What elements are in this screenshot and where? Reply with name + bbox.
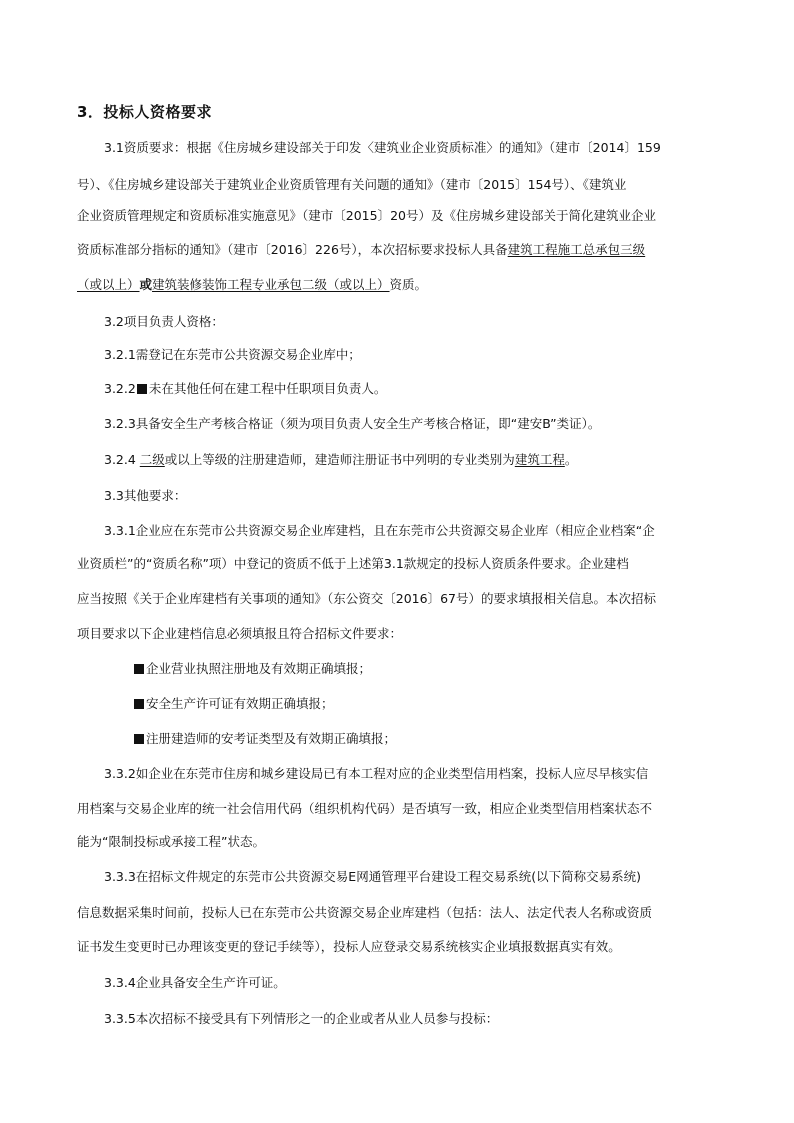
p321: 3.2.1需登记在东莞市公共资源交易企业库中； <box>104 347 361 362</box>
list-item-text: 安全生产许可证有效期正确填报； <box>146 696 334 711</box>
square-bullet-icon <box>137 384 147 394</box>
builder-grade: 二级 <box>139 452 165 467</box>
p324-end: 。 <box>564 452 578 467</box>
p331-line-2: 业资质栏”的“资质名称”项）中登记的资质不低于上述第3.1款规定的投标人资质条件要求。企业建档 <box>77 556 629 571</box>
p31-line-4 <box>77 242 645 258</box>
p31-line-2: 号）、《住房城乡建设部关于建筑业企业资质管理有关问题的通知》（建市〔2015〕154号）、《建筑业 <box>77 177 627 192</box>
p334: 3.3.4企业具备安全生产许可证。 <box>104 975 286 990</box>
list-item-text: 企业营业执照注册地及有效期正确填报； <box>146 661 372 676</box>
p331-line-4: 项目要求以下企业建档信息必须填报且符合招标文件要求： <box>77 626 403 641</box>
list-item <box>133 661 371 677</box>
p31-line-3: 企业资质管理规定和资质标准实施意见》（建市〔2015〕20号）及《住房城乡建设部关于简化建筑业企业 <box>77 208 656 223</box>
list-item <box>133 731 396 747</box>
list-item-text: 注册建造师的安考证类型及有效期正确填报； <box>146 731 397 746</box>
p331-line-3: 应当按照《关于企业库建档有关事项的通知》（东公资交〔2016〕67号）的要求填报相关信息。本次招标 <box>77 591 656 606</box>
section-heading: 3．投标人资格要求 <box>77 103 212 121</box>
p324 <box>104 452 577 468</box>
p332-line-3: 能为“限制投标或承接工程”状态。 <box>77 834 265 849</box>
p332-line-1: 3.3.2如企业在东莞市住房和城乡建设局已有本工程对应的企业类型信用档案，投标人应尽早核实信 <box>104 766 649 781</box>
p332-line-2: 用档案与交易企业库的统一社会信用代码（组织机构代码）是否填写一致，相应企业类型信用档案状态不 <box>77 801 653 816</box>
p333-line-2: 信息数据采集时间前，投标人已在东莞市公共资源交易企业库建档（包括：法人、法定代表人名称或资质 <box>77 905 653 920</box>
p322-text: 未在其他任何在建工程中任职项目负责人。 <box>148 381 387 396</box>
p331-line-1: 3.3.1企业应在东莞市公共资源交易企业库建档，且在东莞市公共资源交易企业库（相应企业档案“企 <box>104 523 655 538</box>
p324-number: 3.2.4 <box>104 452 140 467</box>
p33-title: 3.3其他要求： <box>104 488 187 503</box>
square-bullet-icon <box>134 734 144 744</box>
p322-number: 3.2.2 <box>104 381 136 396</box>
p31-line-4-text: 资质标准部分指标的通知》（建市〔2016〕226号），本次招标要求投标人具备 <box>77 242 508 257</box>
p333-line-3: 证书发生变更时已办理该变更的登记手续等），投标人应登录交易系统核实企业填报数据真实有效。 <box>77 939 621 954</box>
or-connector: 或 <box>139 277 153 292</box>
p31-line-5-end: 资质。 <box>389 277 428 292</box>
p322 <box>104 381 386 397</box>
p335: 3.3.5本次招标不接受具有下列情形之一的企业或者从业人员参与投标： <box>104 1011 499 1026</box>
p324-text: 或以上等级的注册建造师，建造师注册证书中列明的专业类别为 <box>164 452 515 467</box>
square-bullet-icon <box>134 699 144 709</box>
p333-line-1: 3.3.3在招标文件规定的东莞市公共资源交易E网通管理平台建设工程交易系统(以下简称交易系统) <box>104 869 641 884</box>
p31-line-5 <box>77 277 427 293</box>
list-item <box>133 696 334 712</box>
qualification-general-contract: 建筑工程施工总承包三级 <box>507 242 646 257</box>
square-bullet-icon <box>134 664 144 674</box>
builder-specialty: 建筑工程 <box>514 452 565 467</box>
p32-title: 3.2项目负责人资格： <box>104 314 224 329</box>
p31-line-1: 3.1资质要求：根据《住房城乡建设部关于印发〈建筑业企业资质标准〉的通知》（建市〔2014〕159 <box>104 140 661 155</box>
p323: 3.2.3具备安全生产考核合格证（须为项目负责人安全生产考核合格证，即“建安B”类证）。 <box>104 416 601 431</box>
qualification-decoration: 建筑装修装饰工程专业承包二级（或以上） <box>152 277 390 292</box>
qualification-or-above-1: （或以上） <box>77 277 140 292</box>
